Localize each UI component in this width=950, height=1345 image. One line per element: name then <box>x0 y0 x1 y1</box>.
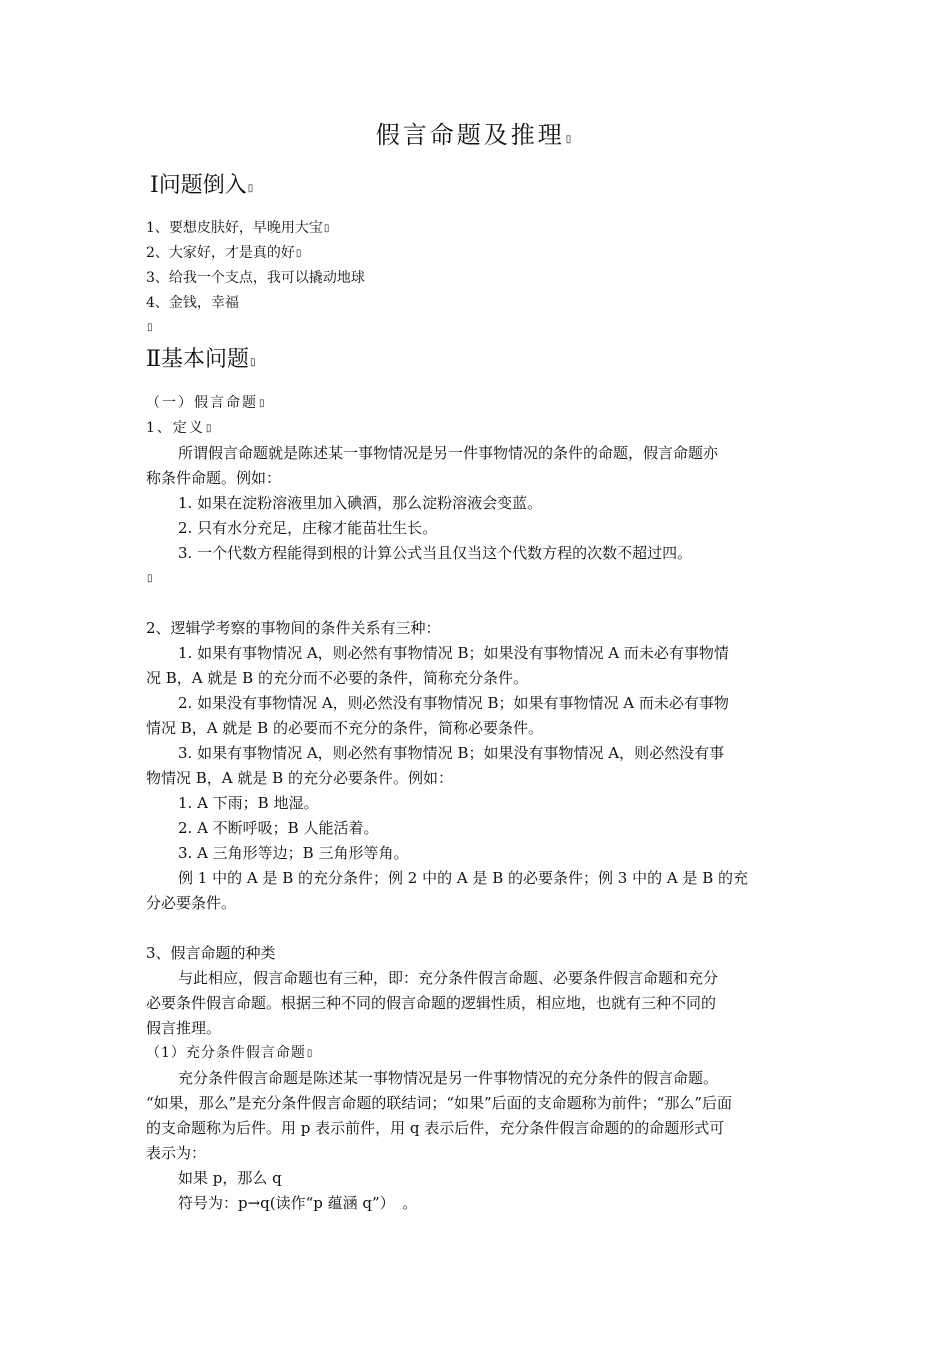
example-item: 3. A 三角形等边；B 三角形等角。 <box>178 844 409 862</box>
empty-paragraph-marker <box>146 317 153 338</box>
paragraph-line: 2. 如果没有事物情况 A，则必然没有事物情况 B；如果有事物情况 A 而未必有事物 <box>178 694 729 712</box>
paragraph-line: 3. 如果有事物情况 A，则必然有事物情况 B；如果没有事物情况 A，则必然没有事 <box>178 744 725 762</box>
paragraph-line: 表示为： <box>146 1144 207 1162</box>
page-title: 假言命题及推理▯ <box>375 121 575 149</box>
empty-paragraph-marker <box>146 568 153 589</box>
paragraph-line: 例 1 中的 A 是 B 的充分条件；例 2 中的 A 是 B 的必要条件；例 3 中的 A 是 B 的充 <box>178 869 749 887</box>
intro-item: 4、金钱，幸福 <box>146 295 239 311</box>
sufficient-condition-heading: （1）充分条件假言命题▯ <box>146 1045 314 1061</box>
example-item: 2. 只有水分充足，庄稼才能苗壮生长。 <box>178 519 438 537</box>
paragraph-line: 称条件命题。例如： <box>146 469 282 487</box>
paragraph-line: 分必要条件。 <box>146 894 237 912</box>
paragraph-line: “如果，那么”是充分条件假言命题的联结词；“如果”后面的支命题称为前件；“那么”后面 <box>146 1094 733 1112</box>
paragraph-line: 的支命题称为后件。用 p 表示前件，用 q 表示后件，充分条件假言命题的的命题形式可 <box>146 1119 725 1137</box>
section-heading-2: Ⅱ基本问题▯ <box>146 347 256 372</box>
paragraph-line: 1. 如果有事物情况 A，则必然有事物情况 B；如果没有事物情况 A 而未必有事物情 <box>178 644 729 662</box>
example-item: 1. 如果在淀粉溶液里加入碘酒，那么淀粉溶液会变蓝。 <box>178 494 543 512</box>
missing-glyph-icon: ▯ <box>259 398 267 409</box>
paragraph-line: 况 B，A 就是 B 的充分而不必要的条件，简称充分条件。 <box>146 669 528 687</box>
intro-item: 3、给我一个支点，我可以撬动地球 <box>146 270 365 286</box>
relation-label: 2、逻辑学考察的事物间的条件关系有三种： <box>146 619 441 637</box>
missing-glyph-icon: ▯ <box>205 423 214 434</box>
kinds-label: 3、假言命题的种类 <box>146 944 276 962</box>
missing-glyph-icon: ▯ <box>295 248 302 259</box>
paragraph-line: 所谓假言命题就是陈述某一事物情况是另一件事物情况的条件的命题，假言命题亦 <box>178 444 719 462</box>
example-item: 3. 一个代数方程能得到根的计算公式当且仅当这个代数方程的次数不超过四。 <box>178 544 693 562</box>
missing-glyph-icon: ▯ <box>147 322 153 333</box>
paragraph-line: 充分条件假言命题是陈述某一事物情况是另一件事物情况的充分条件的假言命题。 <box>178 1069 719 1087</box>
section-heading-1: Ⅰ问题倒入▯ <box>150 173 254 198</box>
missing-glyph-icon: ▯ <box>565 134 575 145</box>
missing-glyph-icon: ▯ <box>249 357 256 368</box>
paragraph-line: 与此相应，假言命题也有三种，即：充分条件假言命题、必要条件假言命题和充分 <box>178 969 719 987</box>
missing-glyph-icon: ▯ <box>247 183 254 194</box>
intro-item: 2、大家好，才是真的好▯ <box>146 245 302 261</box>
propositional-form: 如果 p，那么 q <box>178 1169 282 1187</box>
missing-glyph-icon: ▯ <box>306 1048 314 1059</box>
paragraph-line: 必要条件假言命题。根据三种不同的假言命题的逻辑性质，相应地，也就有三种不同的 <box>146 994 717 1012</box>
symbol-notation: 符号为：p→q(读作“p 蕴涵 q”） 。 <box>178 1194 418 1212</box>
paragraph-line: 情况 B，A 就是 B 的必要而不充分的条件，简称必要条件。 <box>146 719 543 737</box>
paragraph-line: 物情况 B，A 就是 B 的充分必要条件。例如： <box>146 769 453 787</box>
missing-glyph-icon: ▯ <box>147 573 153 584</box>
example-item: 1. A 下雨；B 地湿。 <box>178 794 319 812</box>
paragraph-line: 假言推理。 <box>146 1019 222 1037</box>
example-item: 2. A 不断呼吸；B 人能活着。 <box>178 819 379 837</box>
intro-item: 1、要想皮肤好，早晚用大宝▯ <box>146 220 330 236</box>
definition-label: 1、定义▯ <box>146 420 214 436</box>
subsection-heading: （一）假言命题▯ <box>146 395 267 411</box>
missing-glyph-icon: ▯ <box>323 223 330 234</box>
